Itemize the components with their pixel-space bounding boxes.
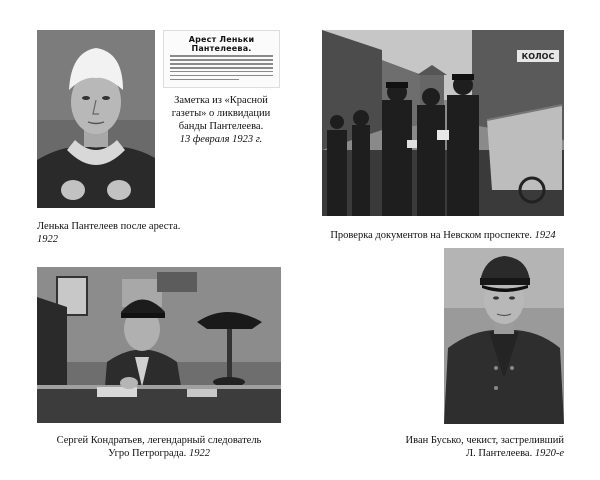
caption-date: 1922 (37, 234, 58, 245)
clipping-text-line (170, 63, 273, 65)
clipping-text-line (170, 55, 273, 57)
caption-clipping (160, 94, 282, 146)
caption-busko (360, 434, 564, 460)
caption-line: Угро Петрограда. (108, 448, 187, 459)
photo-nevsky-prospect (322, 30, 564, 216)
shop-sign: КОЛОС (521, 52, 555, 61)
photo-kondratiev-desk (37, 267, 281, 423)
caption-date: 13 февраля 1923 г. (179, 134, 263, 145)
caption-line: банды Пантелеева. (178, 121, 264, 132)
clipping-text-line (170, 71, 273, 73)
caption-line: Заметка из «Красной (174, 95, 268, 106)
caption-line: Л. Пантелеева. (466, 448, 533, 459)
photo-pantelev-portrait (37, 30, 155, 208)
clipping-text-line (170, 59, 273, 61)
clipping-text-line (170, 79, 239, 81)
caption-date: 1920-е (534, 448, 564, 459)
caption-line: Иван Бусько, чекист, застреливший (405, 435, 564, 446)
newspaper-clipping (163, 30, 280, 88)
caption-pantelev (37, 220, 237, 246)
caption-line: Сергей Кондратьев, легендарный следователь (56, 435, 262, 446)
clipping-headline: Арест Леньки Пантелеева. (188, 35, 255, 53)
caption-line: Ленька Пантелеев после ареста. (37, 221, 181, 232)
caption-line: газеты» о ликвидации (171, 108, 271, 119)
caption-kondratiev (30, 434, 288, 460)
caption-date: 1924 (534, 230, 556, 241)
caption-date: 1922 (188, 448, 210, 459)
caption-nevsky (322, 229, 564, 242)
caption-line: Проверка документов на Невском проспекте. (330, 230, 533, 241)
photo-busko-portrait (444, 248, 564, 424)
clipping-text-line (170, 67, 273, 69)
clipping-text-line (170, 75, 273, 77)
